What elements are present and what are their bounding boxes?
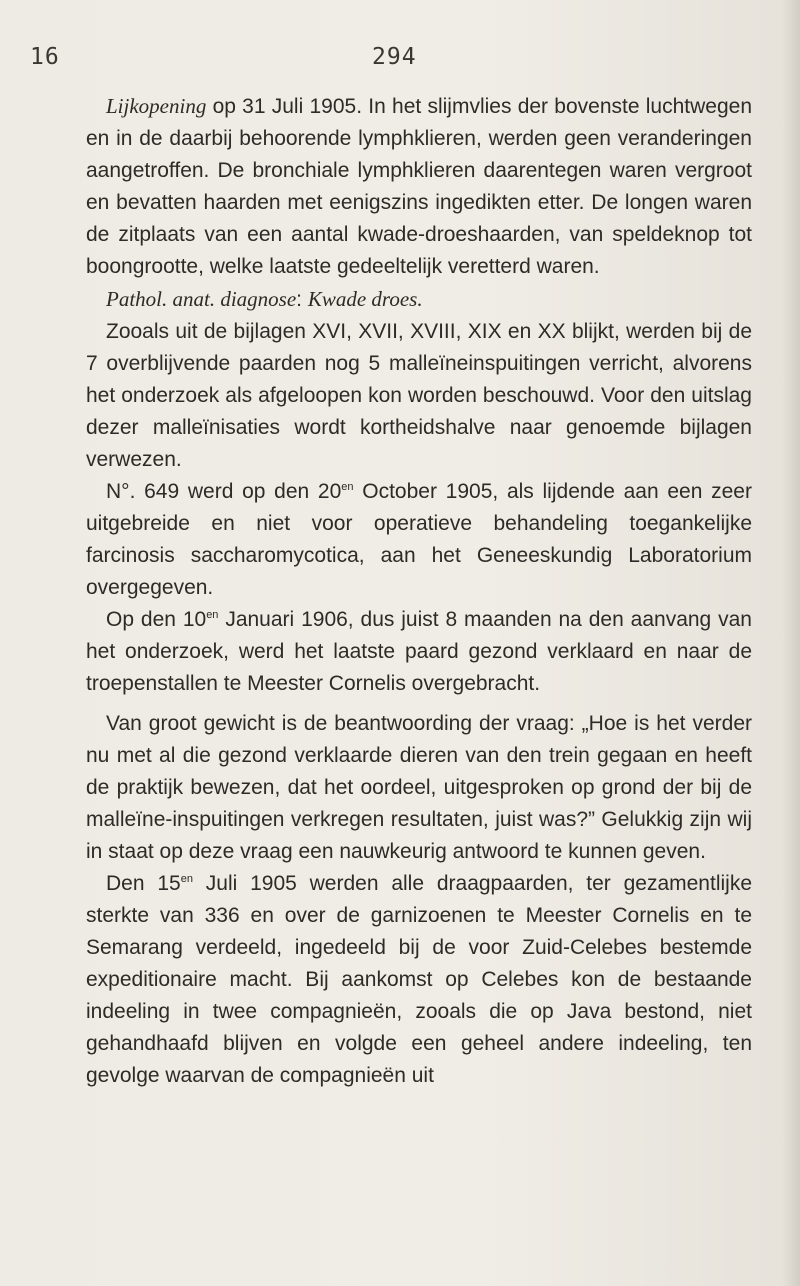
paragraph-january bbox=[86, 604, 752, 700]
ordinal-suffix: en bbox=[180, 873, 193, 885]
paragraph-july bbox=[86, 868, 752, 1092]
paragraph-text: Op den 10 bbox=[106, 608, 207, 631]
ordinal-suffix: en bbox=[341, 481, 354, 493]
paragraph-autopsy bbox=[86, 90, 752, 283]
lead-term-diagnosis: Pathol. anat. diagnose bbox=[106, 287, 297, 311]
paragraph-mallein: Zooals uit de bijlagen XVI, XVII, XVIII, XIX en XX blijkt, werden bij de 7 overblijvende paarden nog 5 malleïneinspuitingen verricht, alvorens het onderzoek als afgeloopen kon worden beschouwd. Voor den uitslag dezer malleïnisaties wordt kortheidshalve naar genoemde bijlagen verwezen. bbox=[86, 320, 752, 471]
ordinal-suffix: en bbox=[206, 609, 219, 621]
page-number-left: 16 bbox=[30, 44, 60, 70]
paragraph-text: N°. 649 werd op den 20 bbox=[106, 480, 342, 503]
page-number: 294 bbox=[372, 44, 417, 70]
paragraph-text: Januari 1906, dus juist 8 maanden na den aanvang van het onderzoek, werd het laatste paard gezond verklaard en naar de troepenstallen te Meester Cornelis overgebracht. bbox=[86, 608, 752, 695]
paragraph-text: Juli 1905 werden alle draagpaarden, ter gezamentlijke sterkte van 336 en over de garnizoenen te Meester Cornelis en te Semarang verdeeld, ingedeeld bij de voor Zuid-Celebes bestemde expeditionaire macht. Bij aankomst op Celebes kon de bestaande indeeling in twee compagnieën, zooals die op Java bestond, niet gehandhaafd blijven en volgde een geheel andere indeeling, ten gevolge waarvan de compagnieën uit bbox=[86, 872, 752, 1087]
diagnosis-value: Kwade droes. bbox=[307, 287, 423, 311]
text-block-practice bbox=[86, 708, 752, 1092]
lead-term-autopsy: Lijkopening bbox=[106, 94, 207, 118]
paragraph-no-649 bbox=[86, 476, 752, 604]
separator: : bbox=[296, 288, 308, 311]
text-block-autopsy bbox=[86, 90, 752, 700]
paragraph-text: October 1905, als lijdende aan een zeer uitgebreide en niet voor operatieve behandeling toegankelijke farcinosis saccharomycotica, aan het Geneeskundig Laboratorium overgegeven. bbox=[86, 480, 752, 599]
page-edge-shadow bbox=[782, 0, 800, 1286]
paragraph-question: Van groot gewicht is de beantwoording der vraag: „Hoe is het verder nu met al die gezond verklaarde dieren van den trein gegaan en heeft de praktijk bewezen, dat het oordeel, uitgesproken op grond der bij de malleïne-inspuitingen verkregen resultaten, juist was?” Gelukkig zijn wij in staat op deze vraag een nauwkeurig antwoord te kunnen geven. bbox=[86, 712, 752, 863]
paragraph-text: op 31 Juli 1905. In het slijmvlies der bovenste luchtwegen en in de daarbij behoorende lymphklieren, werden geen veranderingen aangetroffen. De bronchiale lymphklieren daarentegen waren vergroot en bevatten haarden met eenigszins ingedikten etter. De longen waren de zitplaats van een aantal kwade-droeshaarden, van speldeknop tot boongrootte, welke laatste gedeeltelijk veretterd waren. bbox=[86, 95, 752, 278]
paragraph-diagnosis bbox=[86, 283, 752, 316]
paragraph-text: Den 15 bbox=[106, 872, 181, 895]
